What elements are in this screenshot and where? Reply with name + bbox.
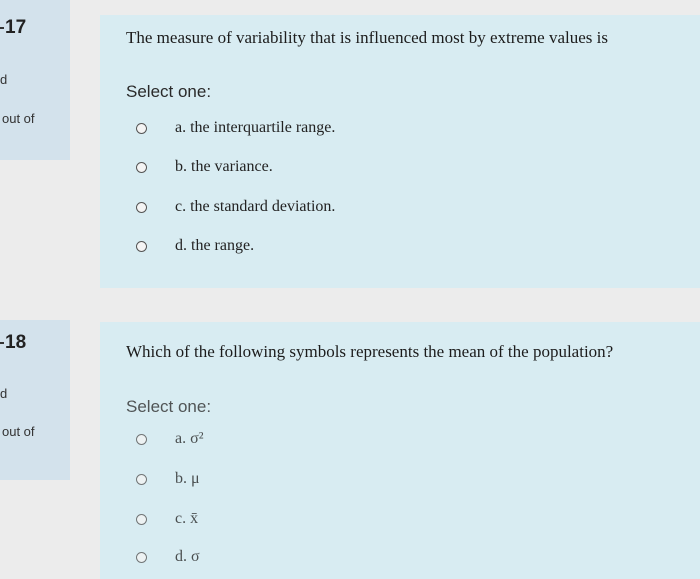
question-number: 18 [0,332,26,354]
radio-button[interactable] [136,434,147,445]
answer-label: d. σ [175,548,200,565]
question-text: The measure of variability that is influenced most by extreme values is [126,28,608,47]
answer-label: b. μ [175,470,200,487]
radio-button[interactable] [136,202,147,213]
answer-option-d[interactable] [136,546,200,568]
answer-label: a. the interquartile range. [175,119,336,136]
question-number: 17 [0,17,26,39]
answer-option-b[interactable] [136,468,200,490]
question-content [100,322,700,579]
question-marks: out of [2,111,35,126]
question-status: d [0,386,8,401]
radio-button[interactable] [136,474,147,485]
answer-option-d[interactable] [136,235,254,257]
answer-option-b[interactable] [136,156,273,178]
answer-label: a. σ² [175,430,204,447]
answer-option-c[interactable] [136,508,198,530]
radio-button[interactable] [136,241,147,252]
answer-label: c. x̄ [175,510,199,527]
answer-option-a[interactable] [136,428,204,450]
answer-label: d. the range. [175,237,255,254]
radio-button[interactable] [136,123,147,134]
radio-button[interactable] [136,162,147,173]
select-one-label: Select one: [126,82,212,101]
answer-label: c. the standard deviation. [175,198,336,215]
answer-label: b. the variance. [175,158,273,175]
select-one-label: Select one: [126,397,212,416]
question-content [100,15,700,288]
answer-option-a[interactable] [136,117,335,139]
question-marks: out of [2,424,35,439]
radio-button[interactable] [136,514,147,525]
question-status: d [0,72,8,87]
radio-button[interactable] [136,552,147,563]
question-text: Which of the following symbols represents the mean of the population? [126,342,614,361]
answer-option-c[interactable] [136,196,335,218]
